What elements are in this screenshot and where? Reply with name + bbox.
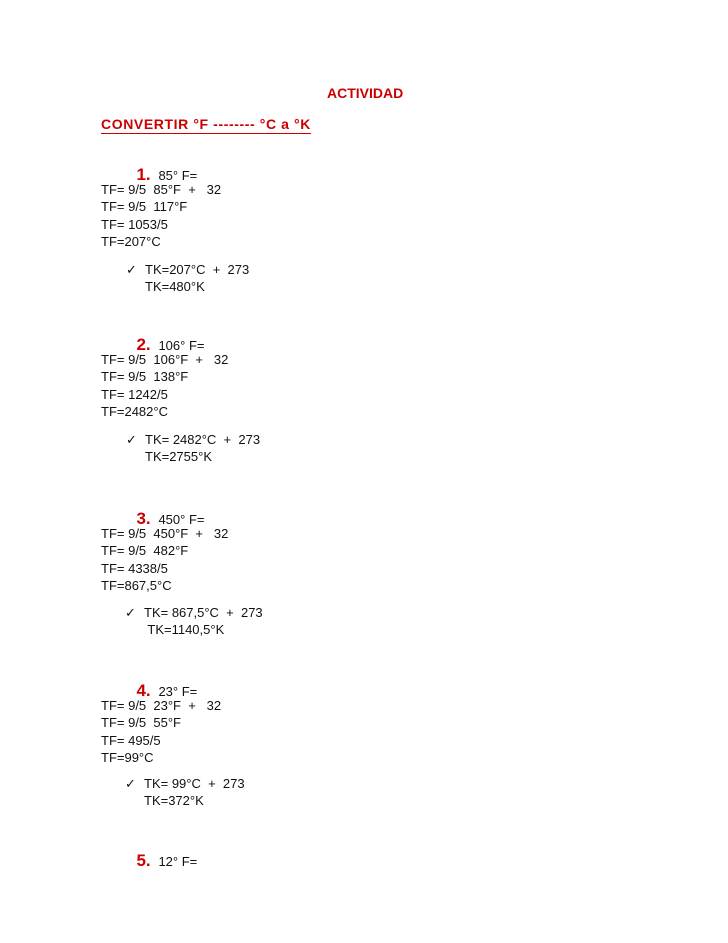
kelvin-line: TK=207°C + 273	[145, 262, 250, 277]
exercise-4-steps	[101, 697, 221, 766]
page-title: ACTIVIDAD	[327, 85, 404, 101]
step-line: TF= 495/5	[101, 732, 161, 748]
step-line: TF= 9/5 23°F + 32	[101, 698, 222, 713]
step-line: TF= 9/5 55°F	[101, 715, 181, 731]
step-line: TF= 9/5 450°F + 32	[101, 526, 229, 541]
exercise-expression: 106° F=	[158, 338, 205, 353]
exercise-1-steps	[101, 181, 221, 250]
exercise-number: 5.	[136, 851, 151, 870]
kelvin-line: TK=2755°K	[145, 449, 212, 465]
exercise-4-kelvin	[125, 775, 245, 810]
checkmark-icon: ✓	[126, 432, 137, 447]
step-line: TF= 9/5 85°F + 32	[101, 182, 222, 197]
kelvin-line: TK=480°K	[145, 279, 205, 295]
exercise-expression: 23° F=	[158, 684, 198, 699]
exercise-expression: 12° F=	[158, 854, 198, 869]
step-line: TF=99°C	[101, 749, 154, 765]
step-line: TF= 1242/5	[101, 386, 168, 402]
step-line: TF=207°C	[101, 233, 161, 249]
step-line: TF=2482°C	[101, 403, 168, 419]
step-line: TF= 9/5 482°F	[101, 543, 189, 559]
page-subtitle: CONVERTIR °F -------- °C a °K	[101, 116, 311, 132]
kelvin-line: TK=372°K	[144, 793, 204, 809]
exercise-number: 3.	[136, 509, 151, 528]
exercise-number: 2.	[136, 335, 151, 354]
step-line: TF= 9/5 138°F	[101, 369, 189, 385]
step-line: TF= 4338/5	[101, 560, 168, 576]
checkmark-icon: ✓	[126, 262, 137, 277]
exercise-2-steps	[101, 351, 228, 420]
step-line: TF=867,5°C	[101, 577, 172, 593]
exercise-number: 1.	[136, 165, 151, 184]
exercise-5-heading	[122, 836, 197, 886]
kelvin-line: TK=1140,5°K	[144, 622, 225, 638]
kelvin-line: TK= 99°C + 273	[144, 776, 245, 791]
step-line: TF= 1053/5	[101, 216, 168, 232]
step-line: TF= 9/5 106°F + 32	[101, 352, 229, 367]
exercise-1-kelvin	[126, 261, 250, 296]
checkmark-icon: ✓	[125, 776, 136, 791]
exercise-3-kelvin	[125, 604, 263, 639]
kelvin-line: TK= 2482°C + 273	[145, 432, 261, 447]
step-line: TF= 9/5 117°F	[101, 199, 188, 215]
exercise-expression: 85° F=	[158, 168, 198, 183]
exercise-number: 4.	[136, 681, 151, 700]
exercise-3-steps	[101, 525, 228, 594]
exercise-expression: 450° F=	[158, 512, 205, 527]
exercise-2-kelvin	[126, 431, 261, 466]
checkmark-icon: ✓	[125, 605, 136, 620]
kelvin-line: TK= 867,5°C + 273	[144, 605, 263, 620]
